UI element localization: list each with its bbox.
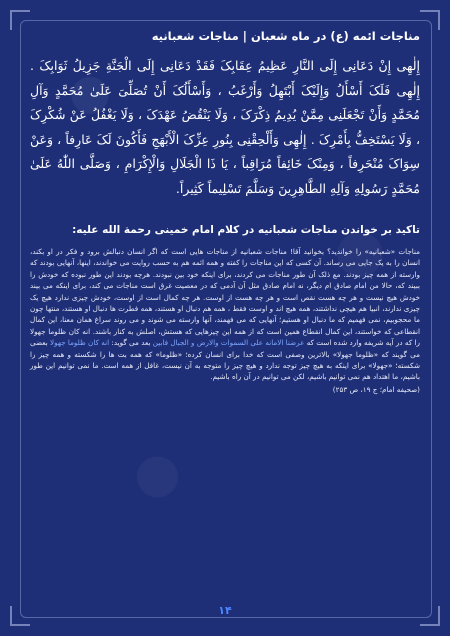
quote-text: بعد می گوید: [111, 338, 151, 348]
quran-verse-highlight: انه کان ظلوما جهولا [50, 338, 110, 348]
page-content [30, 28, 420, 395]
dua-arabic-text: إِلٰهِی إِنْ دَعَانِی إِلَی النَّارِ عَظِیمُ عِقَابِکَ فَقَدْ دَعَانِی إِلَی الْجَنَّةِ جَزِیلُ ثَوَابِکَ . إِلٰهِی فَلَکَ أَسْأَلُ وَإِلَیْکَ أَبْتَهِلُ وَأَرْغَبُ ، وَأَسْأَلُکَ أَنْ تُصَلِّیَ عَلَىٰ مُحَمَّدٍ وَآلِ مُحَمَّدٍ وَأَنْ تَجْعَلَنِی مِمَّنْ یُدِیمُ ذِکْرَکَ ، وَلَا یَنْقُضُ عَهْدَکَ ، وَلَا یَغْفُلُ عَنْ شُکْرِکَ ، وَلَا یَسْتَخِفُّ بِأَمْرِکَ . إِلٰهِی وَأَلْحِقْنِی بِنُورِ عِزِّکَ الْأَبْهَجِ فَأَکُونَ لَکَ عَارِفاً ، وَعَنْ سِوَاکَ مُنْحَرِفاً ، وَمِنْکَ خَائِفاً مُرَاقِباً ، یَا ذَا الْجَلَالِ وَالْإِکْرَامِ ، وَصَلَّی اللّٰهُ عَلَىٰ مُحَمَّدٍ رَسُولِهِ وَآلِهِ الطَّاهِرِینَ وَسَلَّمَ تَسْلِیماً کَثِیراً. [30, 58, 420, 196]
quote-text: مناجات «شعبانیه» را خواندید؟ بخوانید آقا! مناجات شعبانیه از مناجات هایی است که اگر انسان دنبالش برود و فکر در او بکند، انسان را به یک جایی می رساند. آن کسی که این مناجات را کفته و همه ائمه هم به حسب روایت می خواندند، اینها، آنهایی بودند که وارسته از همه چیز بودند. مع ذلک آن طور مناجات می کردند، برای اینکه خود بین نبودند. هرچه بودند این طور نبوده که خودش را ببیند که، حالا من امام صادق ام دیگر، نه امام صادق مثل آن آدمی که در معصیت غرق است مناجات می کند، برای اینکه می بیند خودش هیچ نیست و هر چه هست نقص است و هر چه هست از اوست. هر چه کمال است از اوست، خودش چیزی ندارد هیچ یک چیزی ندارند، انبیا هم هیچی نداشتند، همه هیچ اند و اوست فقط ، همه هم دنبال او هستند، همه فطرت ها دنبال او هستند، منتها چون ما محجوبیم، نمی فهمیم که ما دنبال او هستیم؛ آنهایی که می فهمند، آنها وارسته می شوند و می روند سراغ همان معنا، این کمال انقطاعی که خواستند، این کمال انقطاع همین است که از همه این چیزهایی که هستش، اصلش به کنار باشند. انه کان ظلوما جهولا را که در آیه شریفه وارد شده است که [30, 247, 420, 348]
quote-paragraph [30, 246, 420, 383]
quote-text: بعضی می گویند که «ظلوما جهولا» بالاترین وصفی است که خدا برای انسان کرده؛ «ظلوما» که همه بت ها را شکسته و همه چیز را شکسته؛ «جهولا» برای اینکه به هیچ چیز توجه ندارد و هیچ چیز را متوجه به آن نیست، غافل از همه است. ما نمی توانیم این طور باشیم، ما اهتداد هم نمی توانیم باشیم، لکن می توانیم در آن راه باشیم. [30, 338, 420, 382]
quran-verse-highlight: عرضنا الامانه علی السموات والارض و الجبال فابین [152, 338, 305, 348]
page-title: مناجات ائمه (ع) در ماه شعبان | مناجات شعبانیه [151, 29, 420, 43]
source-citation: (صحیفه امام؛ ج ۱۹، ص ۲۵۳) [332, 384, 420, 394]
frame-corner-ornament [10, 606, 30, 626]
frame-corner-ornament [420, 10, 440, 30]
frame-corner-ornament [10, 10, 30, 30]
page-number: ۱۴ [218, 604, 232, 617]
section-subtitle: تاکید بر خواندن مناجات شعبانیه در کلام امام خمینی رحمة الله علیه: [72, 224, 420, 236]
frame-corner-ornament [420, 606, 440, 626]
